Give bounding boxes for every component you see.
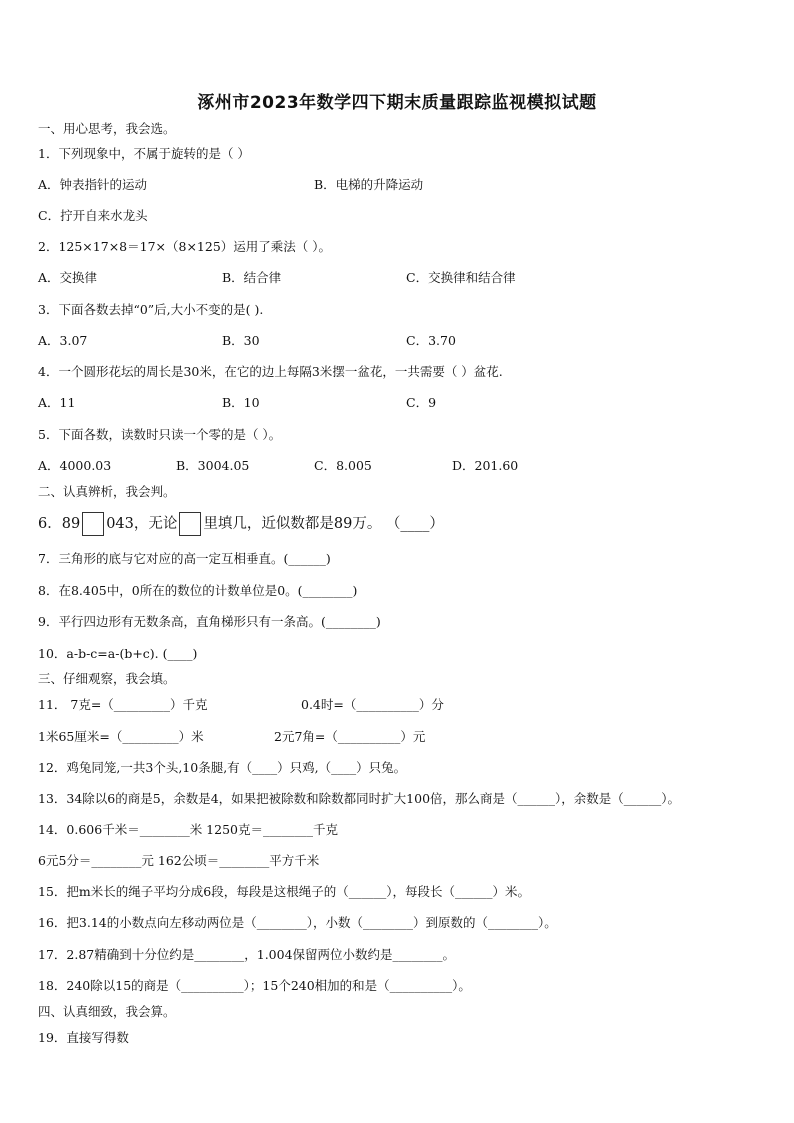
- q12-line: 12．鸡兔同笼,一共3个头,10条腿,有（____）只鸡,（____）只兔。: [38, 760, 407, 775]
- section-3-heading: 三、仔细观察，我会填。: [38, 671, 176, 686]
- q3-option-c: C．3.70: [406, 333, 456, 348]
- q3-option-b: B．30: [222, 333, 260, 348]
- q18-line: 18．240除以15的商是（__________）；15个240相加的和是（__________）。: [38, 978, 471, 993]
- q15-line: 15．把m米长的绳子平均分成6段，每段是这根绳子的（______），每段长（______）米。: [38, 884, 530, 899]
- q2-option-a: A．交换律: [38, 270, 98, 285]
- section-4-heading: 四、认真细致，我会算。: [38, 1004, 176, 1019]
- q1-stem: 1．下列现象中，不属于旋转的是（ ）: [38, 146, 250, 161]
- q7-line: 7．三角形的底与它对应的高一定互相垂直。(______): [38, 551, 331, 566]
- q1-option-b: B．电梯的升降运动: [314, 177, 424, 192]
- q2-stem: 2．125×17×8＝17×（8×125）运用了乘法（ ）。: [38, 239, 332, 254]
- q14-line-2: 6元5分＝________元 162公顷＝________平方千米: [38, 853, 320, 868]
- q10-line: 10．a-b-c=a-(b+c). (____): [38, 646, 198, 661]
- q6-blank-box-1[interactable]: [82, 512, 104, 536]
- q3-option-a: A．3.07: [38, 333, 88, 348]
- q6-blank-box-2[interactable]: [179, 512, 201, 536]
- q11-part-a: 11． 7克=（_________）千克: [38, 697, 208, 712]
- q4-option-a: A．11: [38, 395, 76, 410]
- q3-stem: 3．下面各数去掉“0”后,大小不变的是( ).: [38, 302, 264, 317]
- q1-option-a: A．钟表指针的运动: [38, 177, 148, 192]
- q5-option-c: C．8.005: [314, 458, 372, 473]
- section-2-heading: 二、认真辨析，我会判。: [38, 484, 176, 499]
- q14-line-1: 14．0.606千米＝________米 1250克＝________千克: [38, 822, 338, 837]
- q6-part-1: 6．89: [38, 516, 81, 532]
- q6-part-2: 043，无论: [106, 516, 178, 532]
- q2-option-b: B．结合律: [222, 270, 282, 285]
- q2-option-c: C．交换律和结合律: [406, 270, 516, 285]
- q5-option-a: A．4000.03: [38, 458, 112, 473]
- q6-part-3: 里填几，近似数都是89万。 （____）: [203, 516, 444, 532]
- q6-line: [38, 512, 444, 536]
- q4-option-b: B．10: [222, 395, 260, 410]
- q8-line: 8．在8.405中，0所在的数位的计数单位是0。(________): [38, 583, 358, 598]
- q19-line: 19．直接写得数: [38, 1030, 129, 1045]
- page-title: 涿州市2023年数学四下期末质量跟踪监视模拟试题: [197, 93, 597, 113]
- q4-option-c: C．9: [406, 395, 437, 410]
- q5-option-d: D．201.60: [452, 458, 519, 473]
- q5-option-b: B．3004.05: [176, 458, 250, 473]
- q16-line: 16．把3.14的小数点向左移动两位是（________），小数（________）到原数的（________）。: [38, 915, 557, 930]
- q11-part-b: 0.4时=（__________）分: [301, 697, 444, 712]
- q4-stem: 4．一个圆形花坛的周长是30米，在它的边上每隔3米摆一盆花，一共需要（ ）盆花.: [38, 364, 503, 379]
- q11-part-d: 2元7角=（__________）元: [274, 729, 426, 744]
- section-1-heading: 一、用心思考，我会选。: [38, 121, 176, 136]
- q17-line: 17．2.87精确到十分位约是________，1.004保留两位小数约是________。: [38, 947, 456, 962]
- q13-line: 13．34除以6的商是5，余数是4，如果把被除数和除数都同时扩大100倍，那么商是（______），余数是（______）。: [38, 791, 681, 806]
- q5-stem: 5．下面各数，读数时只读一个零的是（ ）。: [38, 427, 282, 442]
- q1-option-c: C．拧开自来水龙头: [38, 208, 148, 223]
- q9-line: 9．平行四边形有无数条高，直角梯形只有一条高。(________): [38, 614, 381, 629]
- q11-part-c: 1米65厘米=（_________）米: [38, 729, 204, 744]
